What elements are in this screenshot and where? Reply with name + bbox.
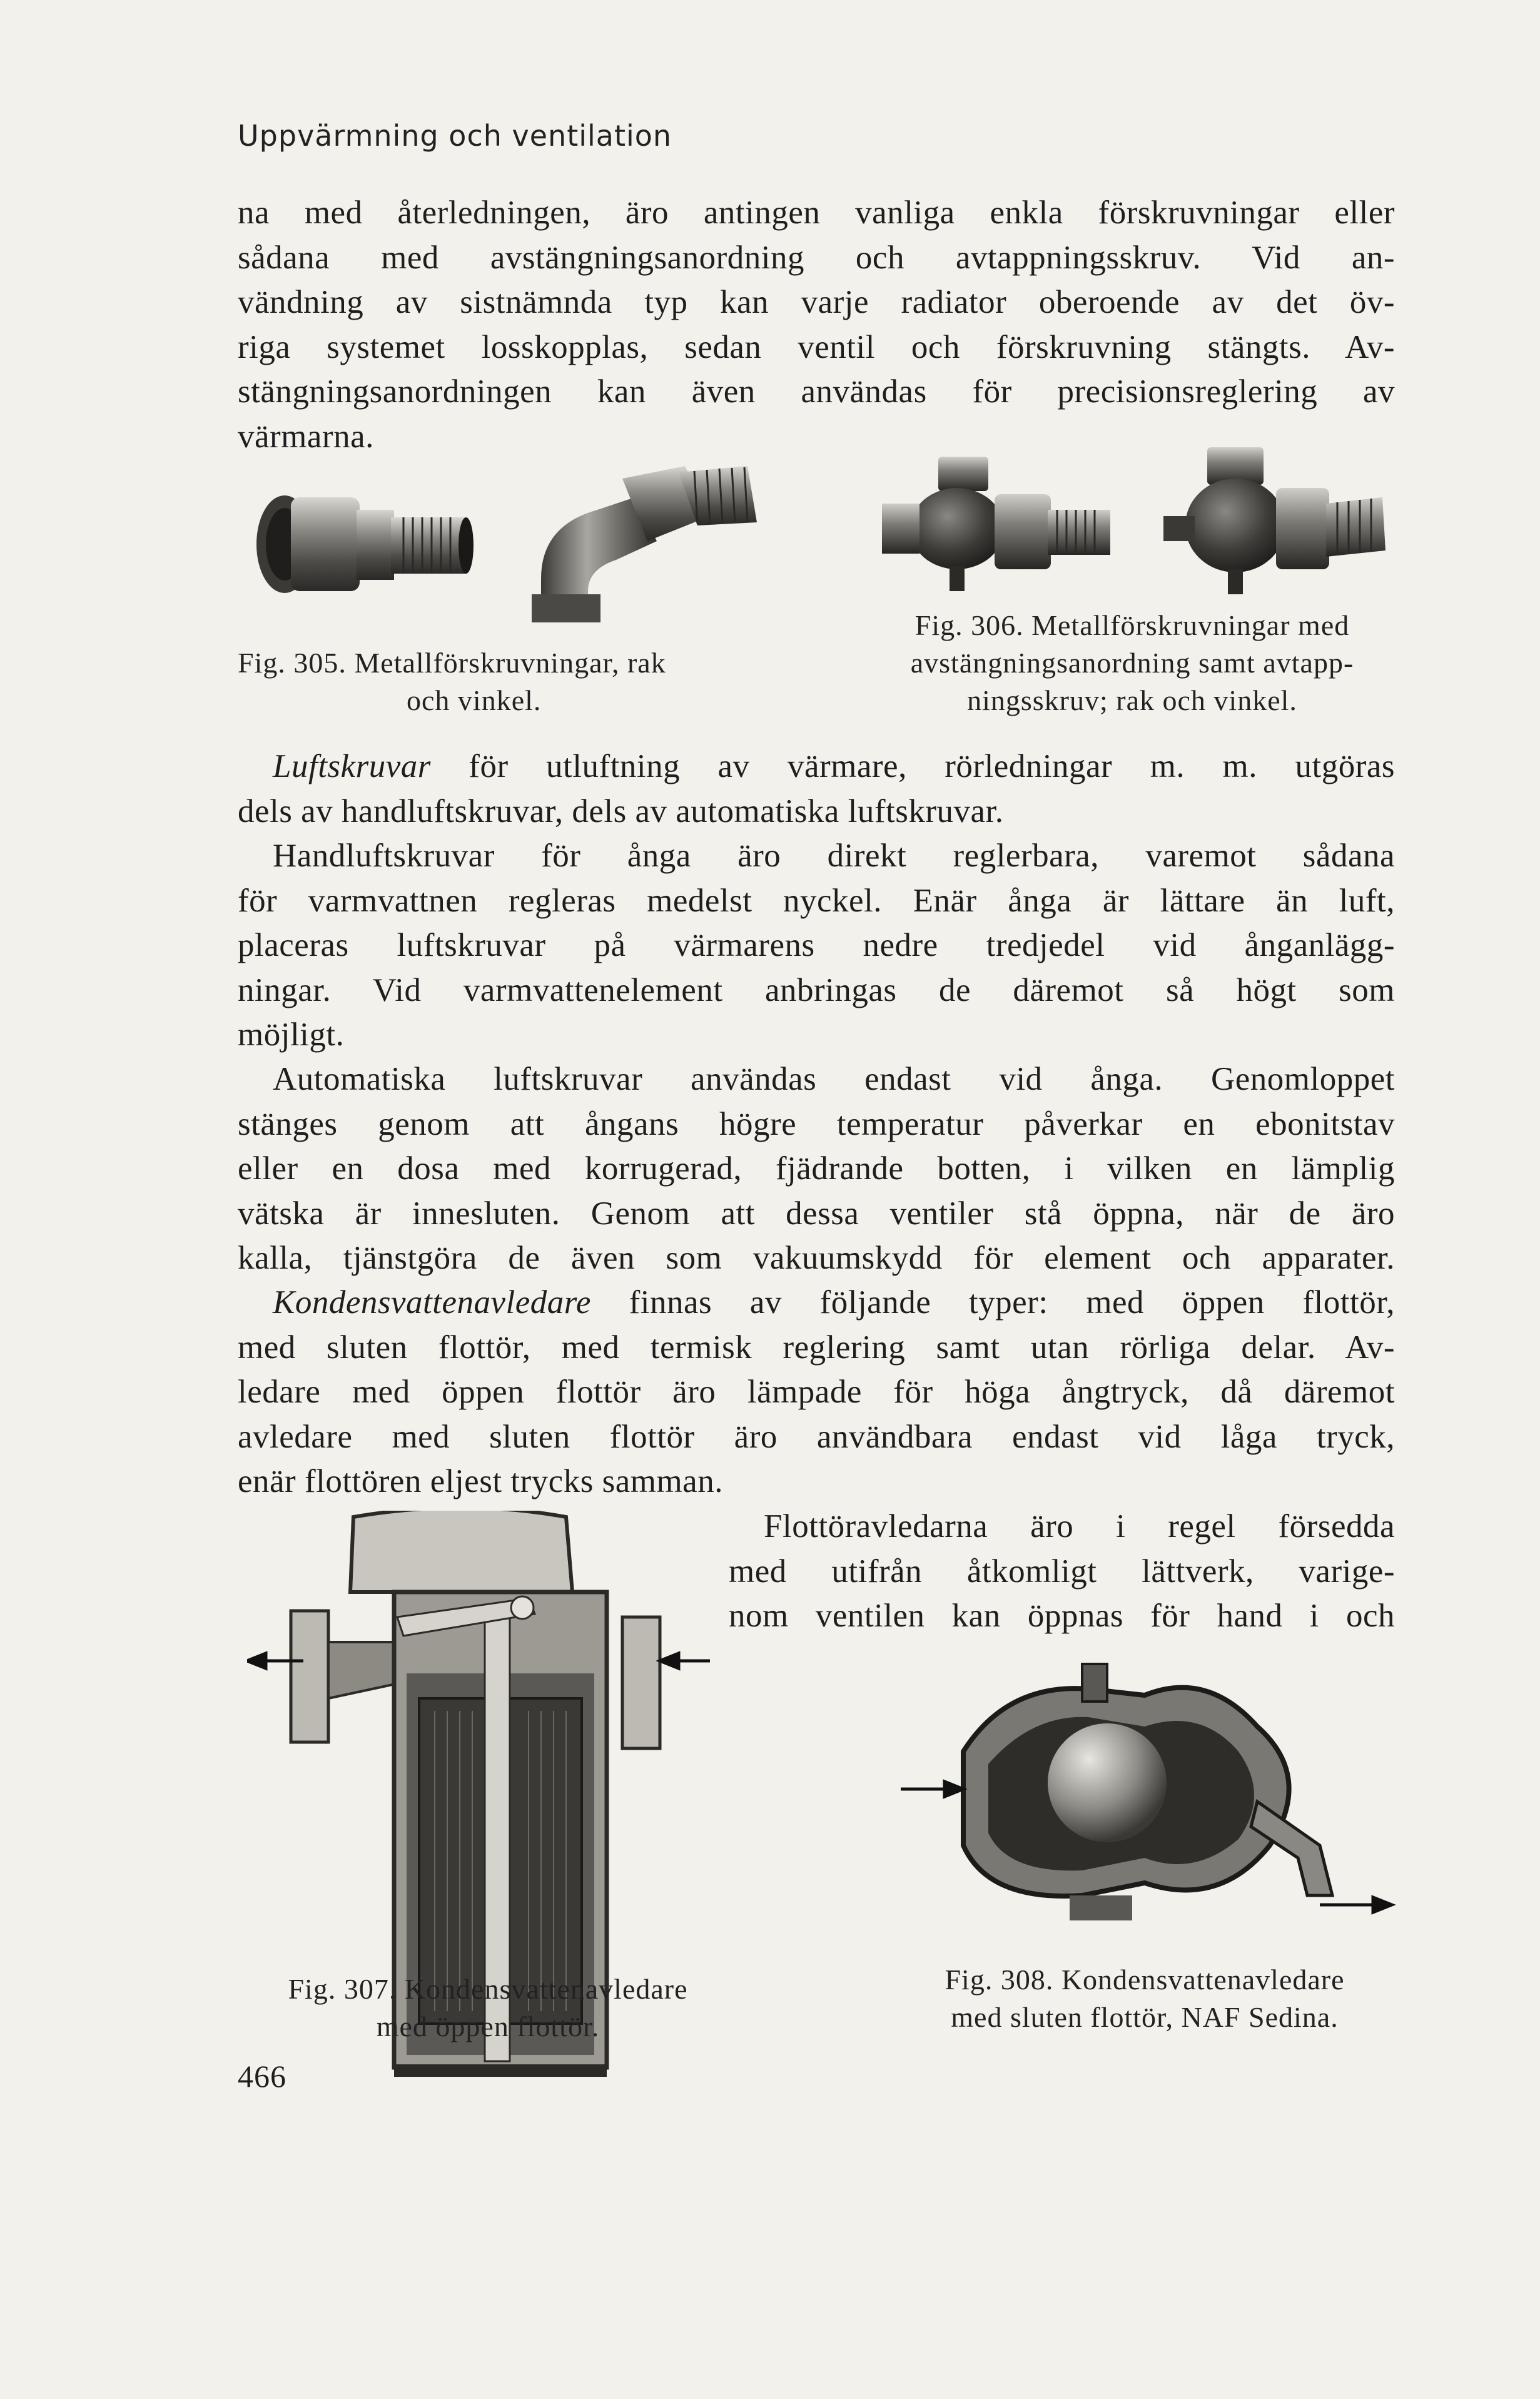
paragraph-air-vents <box>238 744 1395 834</box>
text-line: ningar. Vid varmvattenelement anbringas de däremot så högt som <box>238 971 1395 1008</box>
paragraph-steam-traps <box>238 1281 1395 1504</box>
elbow-union-fitting <box>532 466 757 622</box>
fig-307-illustration <box>247 1511 710 2399</box>
text-line: för varmvattnen regleras medelst nyckel. Enär ånga är lättare än luft, <box>238 882 1395 919</box>
caption-line: Fig. 306. Metallförskruvningar med <box>914 609 1350 641</box>
text-line: möjligt. <box>238 1017 345 1053</box>
fig-306-illustration <box>869 444 1389 607</box>
text-line: avledare med sluten flottör äro användbara endast vid låga tryck, <box>238 1418 1395 1455</box>
paragraph-float-traps <box>729 1504 1395 1639</box>
fig-305-caption <box>238 644 666 719</box>
text-line: ledare med öppen flottör äro lämpade för höga ångtryck, då däremot <box>238 1374 1395 1410</box>
straight-union-fitting <box>256 495 474 593</box>
text-line: riga systemet losskopplas, sedan ventil och förskruvning stängts. Av- <box>238 328 1395 365</box>
text-line: vätska är innesluten. Genom att dessa ventiler stå öppna, när de äro <box>238 1195 1395 1232</box>
paragraph-unions <box>238 191 1395 459</box>
paragraph-manual-vents <box>238 834 1395 1058</box>
text-line: värmarna. <box>238 418 374 455</box>
caption-line: ningsskruv; rak och vinkel. <box>967 684 1297 716</box>
text-line: Flottöravledarna äro i regel försedda <box>764 1508 1395 1544</box>
text-line: Automatiska luftskruvar användas endast vid ånga. Genomloppet <box>273 1061 1395 1097</box>
page-number: 466 <box>238 2059 286 2094</box>
text-line: nom ventilen kan öppnas för hand i och <box>729 1598 1395 1634</box>
fig-305-illustration <box>247 466 766 622</box>
angle-valve-union <box>1163 447 1385 594</box>
running-title: Uppvärmning och ventilation <box>238 119 672 153</box>
text-line: dels av handluftskruvar, dels av automatiska luftskruvar. <box>238 793 1004 829</box>
caption-line: med öppen flottör. <box>376 2011 600 2042</box>
fig-307-caption <box>238 1970 738 2046</box>
paragraph-automatic-vents <box>238 1057 1395 1281</box>
text-line: vändning av sistnämnda typ kan varje radiator oberoende av det öv- <box>238 284 1395 320</box>
fig-308-caption <box>876 1961 1414 2036</box>
text-fragment: för utluftning av värmare, rörledningar m. m. utgöras <box>430 748 1395 784</box>
caption-line: och vinkel. <box>407 684 542 716</box>
term-kondensvattenavledare: Kondensvattenavledare <box>273 1284 591 1321</box>
text-line <box>238 744 1395 789</box>
text-line <box>238 1281 1395 1326</box>
fig-308-illustration <box>882 1658 1407 1958</box>
term-luftskruvar: Luftskruvar <box>273 748 431 784</box>
text-line: eller en dosa med korrugerad, fjädrande botten, i vilken en lämplig <box>238 1150 1395 1187</box>
text-line: stängningsanordningen kan även användas för precisionsreglering av <box>238 373 1395 410</box>
text-line: na med återledningen, äro antingen vanliga enkla förskruvningar eller <box>238 195 1395 231</box>
caption-line: Fig. 307. Kondensvattenavledare <box>288 1973 688 2005</box>
caption-line: Fig. 305. Metallförskruvningar, rak <box>238 647 666 679</box>
caption-line: med sluten flottör, NAF Sedina. <box>951 2001 1339 2033</box>
text-line: sådana med avstängningsanordning och avtappningsskruv. Vid an- <box>238 239 1395 276</box>
caption-line: Fig. 308. Kondensvattenavledare <box>945 1964 1345 1996</box>
text-line: enär flottören eljest trycks samman. <box>238 1463 723 1499</box>
straight-valve-union <box>882 457 1110 591</box>
text-line: med utifrån åtkomligt lättverk, varige- <box>729 1553 1395 1590</box>
caption-line: avstängningsanordning samt avtapp- <box>910 647 1354 679</box>
text-line: Handluftskruvar för ånga äro direkt reglerbara, varemot sådana <box>273 838 1395 874</box>
fig-306-caption <box>863 607 1401 719</box>
text-line: stänges genom att ångans högre temperatur påverkar en ebonitstav <box>238 1105 1395 1142</box>
text-line: med sluten flottör, med termisk reglering samt utan rörliga delar. Av- <box>238 1329 1395 1366</box>
text-line: placeras luftskruvar på värmarens nedre tredjedel vid ånganlägg- <box>238 927 1395 963</box>
text-fragment: finnas av följande typer: med öppen flottör, <box>590 1284 1395 1321</box>
text-line: kalla, tjänstgöra de även som vakuumskydd för element och apparater. <box>238 1240 1395 1276</box>
